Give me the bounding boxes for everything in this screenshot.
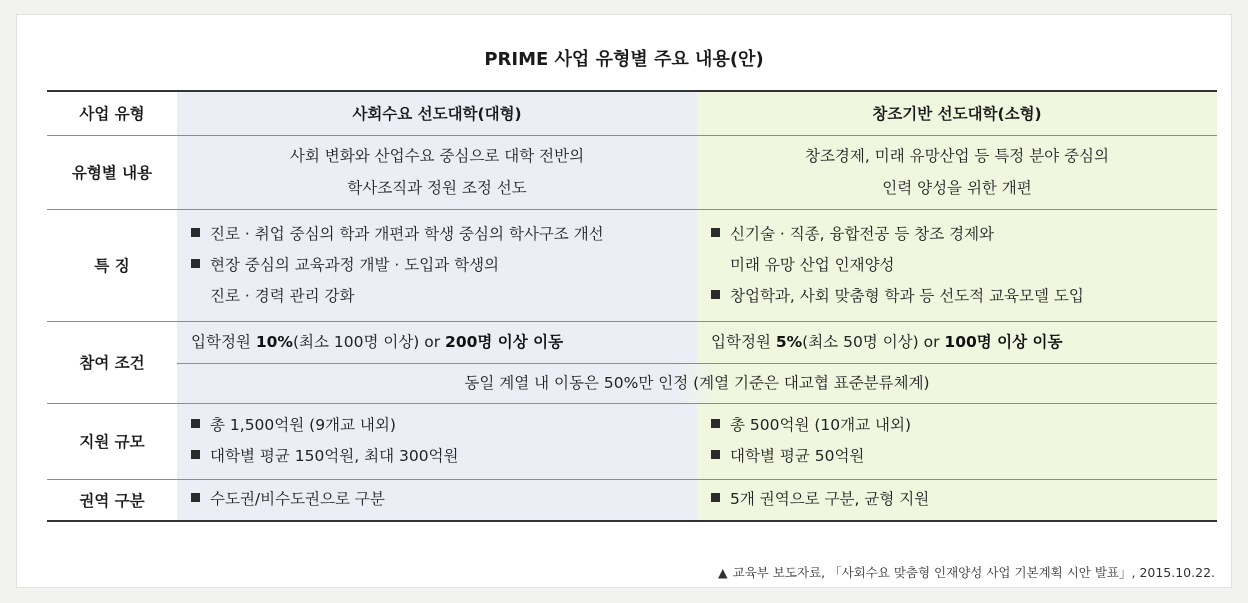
list-item [711,484,1203,515]
support-row [47,403,1217,479]
support-left-b2: 대학별 평균 150억원, 최대 300억원 [210,447,459,465]
participation-right-bold: 100명 이상 이동 [944,333,1063,351]
support-right-cell [697,403,1217,479]
features-right-cell [697,209,1217,321]
participation-left-bold: 200명 이상 이동 [445,333,564,351]
participation-right-mid: (최소 50명 이상) or [802,333,945,351]
content-right-cell [697,135,1217,209]
triangle-marker-icon: ▲ [718,565,728,580]
features-right-b1: 신기술 · 직종, 융합전공 등 창조 경제와 [730,224,995,243]
participation-label: 참여 조건 [47,321,177,403]
features-left-b1: 진로 · 취업 중심의 학과 개편과 학생 중심의 학사구조 개선 [210,224,604,243]
features-left-b2-cont: 진로 · 경력 관리 강화 [210,286,355,305]
content-left-cell [177,135,697,209]
region-right-cell [697,479,1217,521]
participation-row [47,321,1217,363]
participation-common-row [47,363,1217,403]
list-item [711,441,1203,472]
content-row [47,135,1217,209]
list-item [191,219,683,250]
region-left-cell [177,479,697,521]
header-col2: 창조기반 선도대학(소형) [697,91,1217,135]
support-right-b2: 대학별 평균 50억원 [730,447,865,465]
list-item [191,250,683,281]
features-right-b2: 창업학과, 사회 맞춤형 학과 등 선도적 교육모델 도입 [730,286,1084,305]
content-right-line2: 인력 양성을 위한 개편 [882,179,1032,197]
features-left-b2: 현장 중심의 교육과정 개발 · 도입과 학생의 [210,255,500,274]
list-item [711,219,1203,250]
table-title: PRIME 사업 유형별 주요 내용(안) [484,49,764,70]
list-item [191,441,683,472]
features-left-cell [177,209,697,321]
square-bullet-icon [191,419,200,428]
square-bullet-icon [711,450,720,459]
participation-left-pre: 입학정원 [191,333,256,351]
header-col1: 사회수요 선도대학(대형) [177,91,697,135]
content-label: 유형별 내용 [71,164,153,182]
region-row [47,479,1217,521]
square-bullet-icon [711,493,720,502]
header-row [47,91,1217,135]
list-item [711,281,1203,312]
participation-right-cell [697,321,1217,363]
features-label: 특 징 [94,257,130,275]
participation-right-pre: 입학정원 [711,333,776,351]
prime-comparison-table [47,90,1217,522]
square-bullet-icon [191,228,200,237]
square-bullet-icon [711,290,720,299]
list-item [711,410,1203,441]
region-left-b1: 수도권/비수도권으로 구분 [210,490,385,509]
square-bullet-icon [191,259,200,268]
participation-right-pct: 5% [775,333,803,351]
content-right-line1: 창조경제, 미래 유망산업 등 특정 분야 중심의 [804,147,1109,165]
participation-left-pct: 10% [255,333,293,351]
features-row [47,209,1217,321]
participation-common-cell [177,363,1217,403]
square-bullet-icon [191,450,200,459]
region-label: 권역 구분 [79,491,145,510]
list-item [191,484,683,515]
content-left-line2: 학사조직과 정원 조정 선도 [347,179,527,197]
square-bullet-icon [191,493,200,502]
list-item [191,410,683,441]
document-page [16,14,1232,588]
support-label: 지원 규모 [79,433,145,451]
region-right-b1: 5개 권역으로 구분, 균형 지원 [730,490,930,509]
participation-left-cell [177,321,697,363]
source-text: 교육부 보도자료, 「사회수요 맞춤형 인재양성 사업 기본계획 시안 발표」, 2015.10.22. [732,565,1215,580]
support-left-cell [177,403,697,479]
square-bullet-icon [711,228,720,237]
header-col0: 사업 유형 [79,105,145,124]
participation-common-text: 동일 계열 내 이동은 50%만 인정 (계열 기준은 대교협 표준분류체계) [464,374,930,392]
square-bullet-icon [711,419,720,428]
support-left-b1: 총 1,500억원 (9개교 내외) [210,416,396,434]
support-right-b1: 총 500억원 (10개교 내외) [730,416,911,434]
participation-left-mid: (최소 100명 이상) or [292,333,446,351]
features-right-b1-cont: 미래 유망 산업 인재양성 [730,255,895,274]
source-note [718,563,1215,581]
content-left-line1: 사회 변화와 산업수요 중심으로 대학 전반의 [289,147,585,165]
